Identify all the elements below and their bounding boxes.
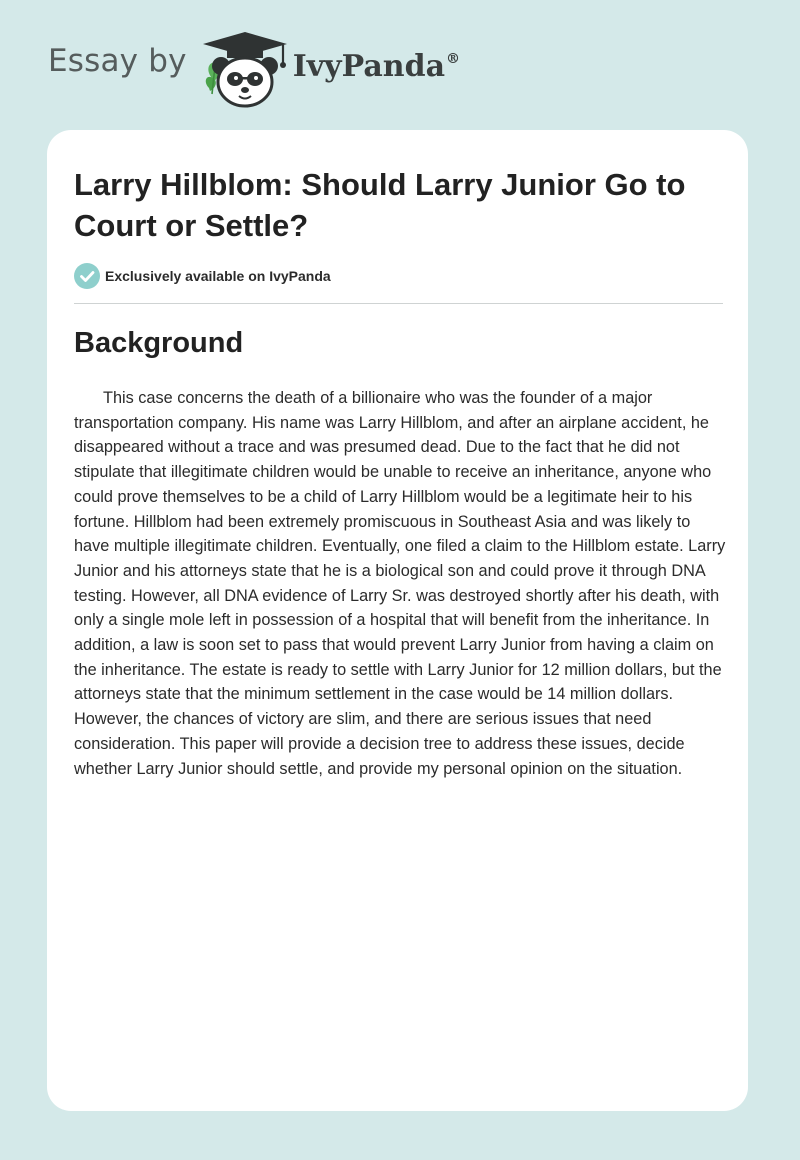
brand-name-text: IvyPanda bbox=[292, 48, 446, 84]
essay-title: Larry Hillblom: Should Larry Junior Go to Court or Settle? bbox=[74, 167, 686, 243]
section-heading: Background bbox=[74, 327, 244, 359]
divider bbox=[74, 303, 723, 304]
body-paragraph: This case concerns the death of a billionaire who was the founder of a major transportation company. His name was Larry Hillblom, and after an airplane accident, he disappeared without a trace and was presumed dead. Due to the fact that he did not stipulate that illegitimate children would be unable to receive an inheritance, anyone who could prove themselves to be a child of Larry Hillblom would be a legitimate heir to his fortune. Hillblom had been extremely promiscuous in Southeast Asia and was likely to have multiple illegitimate children. Eventually, one filed a claim to the Hillblom estate. Larry Junior and his attorneys state that he is a biological son and could prove it through DNA testing. However, all DNA evidence of Larry Sr. was destroyed shortly after his death, with only a single mole left in possession of a hospital that will benefit from the inheritance. In addition, a law is soon set to pass that would prevent Larry Junior from having a claim on the inheritance. The estate is ready to settle with Larry Junior for 12 million dollars, but the attorneys state that the minimum settlement in the case would be 14 million dollars. However, the chances of victory are slim, and there are serious issues that need consideration. This paper will provide a decision tree to address these issues, decide whether Larry Junior should settle, and provide my personal opinion on the situation. bbox=[74, 389, 726, 778]
essay-card bbox=[47, 130, 748, 1111]
brand-header[interactable] bbox=[48, 30, 460, 110]
brand-name bbox=[293, 49, 460, 84]
panda-graduate-logo-icon bbox=[201, 30, 297, 110]
registered-mark: ® bbox=[446, 50, 461, 67]
brand-prefix: Essay by bbox=[48, 43, 187, 79]
check-circle-icon bbox=[74, 263, 100, 289]
exclusive-badge bbox=[74, 263, 331, 289]
badge-text: Exclusively available on IvyPanda bbox=[105, 268, 331, 284]
